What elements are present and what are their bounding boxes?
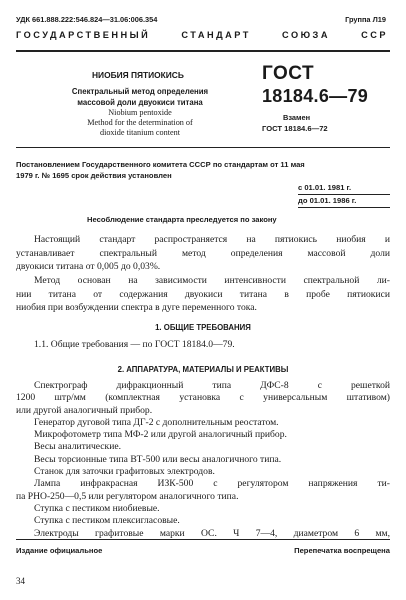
effective-to: до 01.01. 1986 г. [298,196,357,205]
effective-from: с 01.01. 1981 г. [298,183,352,192]
section-2-body [16,380,390,540]
equipment-line: Весы аналитические. [34,441,122,453]
replaces-label: Взамен [283,113,311,122]
official-edition: Издание официальное [16,546,103,555]
equipment-line: Ступка с пестиком плексигласовые. [34,515,180,527]
equipment-line: Лампа инфракрасная ИЗК-500 с регулятором напряжения ти- [34,478,390,490]
equipment-line: или другой аналогичный прибор. [16,404,153,416]
intro-p1-line-1: Настоящий стандарт распространяется на пятиокись ниобия и [34,234,390,245]
section-1-heading: 1. ОБЩИЕ ТРЕБОВАНИЯ [155,323,251,332]
intro-p1-line-3: двуокиси титана от 0,005 до 0,03%. [16,261,161,273]
intro-p2-line-2: нии титана от содержания двуокиси титана в пробе пятиокиси [16,288,390,300]
intro-p2-line-3: ниобия при возбуждении спектра в дуге переменного тока. [16,302,257,314]
gost-number: 18184.6—79 [262,86,369,106]
top-divider [16,50,390,52]
effective-from-underline [298,194,390,195]
subtitle-en-line-2: Method for the determination of [87,118,193,127]
equipment-line: Электроды графитовые марки ОС. Ч 7—4, диаметром 6 мм, [34,527,390,539]
equipment-line: Ступка с пестиком ниобиевые. [34,502,160,514]
equipment-line: Генератор дуговой типа ДГ-2 с дополнительным реостатом. [34,416,279,428]
decree-line-2: 1979 г. № 1695 срок действия установлен [16,171,172,180]
equipment-line: па РНО-250—0,5 или регулятором аналогичного типа. [16,490,239,502]
subtitle-ru-line-1: Спектральный метод определения [71,87,209,96]
standard-banner: ГОСУДАРСТВЕННЫЙ СТАНДАРТ СОЮЗА ССР [16,30,388,40]
equipment-line: Микрофотометр типа МФ-2 или другой аналогичный прибор. [34,429,287,441]
udk-code: УДК 661.888.222:546.824—31.06:006.354 [16,15,158,24]
intro-paragraph-2 [16,274,390,315]
subtitle-en-line-3: dioxide titanium content [99,128,181,137]
violation-notice: Несоблюдение стандарта преследуется по закону [87,215,277,224]
group-code: Группа Л19 [345,15,386,24]
mid-divider [16,147,390,148]
intro-p2-line-1: Метод основан на зависимости интенсивности спектральной ли- [34,275,390,286]
equipment-line: Спектрограф дифракционный типа ДФС-8 с решеткой [34,380,390,391]
equipment-line: 1200 штр/мм (комплектная установка с универсальным штативом) [16,392,390,404]
page-number: 34 [16,576,25,586]
reprint-prohibited: Перепечатка воспрещена [294,546,390,555]
decree-line-1: Постановлением Государственного комитета СССР по стандартам от 11 мая [16,160,305,169]
intro-p1-line-2: устанавливает спектральный метод определения массовой доли [16,247,390,259]
subtitle-ru-line-2: массовой доли двуокиси титана [77,98,203,107]
subtitle-en-line-1: Niobium pentoxide [108,108,172,117]
intro-paragraph-1 [16,233,390,274]
title-ru: НИОБИЯ ПЯТИОКИСЬ [92,70,184,80]
equipment-line: Весы торсионные типа ВТ-500 или весы аналогичного типа. [34,453,282,465]
section-1-text: 1.1. Общие требования — по ГОСТ 18184.0—79. [34,339,235,350]
equipment-line: Станок для заточки графитовых электродов. [34,466,215,478]
replaces-number: ГОСТ 18184.6—72 [262,124,328,133]
section-2-heading: 2. АППАРАТУРА, МАТЕРИАЛЫ И РЕАКТИВЫ [117,365,289,374]
bottom-divider [16,539,390,540]
effective-to-underline [298,207,390,208]
gost-label: ГОСТ [262,63,315,84]
